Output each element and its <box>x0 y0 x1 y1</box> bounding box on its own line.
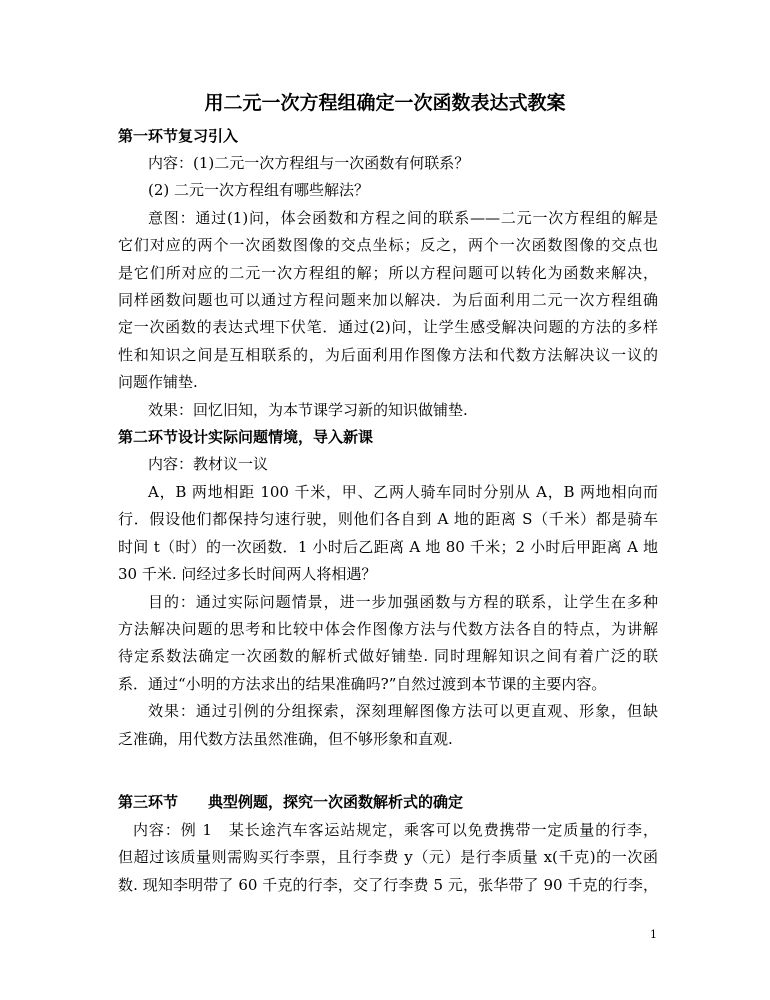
paragraph-line: 它们对应的两个一次函数图像的交点坐标；反之，两个一次函数图像的交点也 <box>118 236 658 254</box>
section-1-heading: 第一环节复习引入 <box>118 127 239 145</box>
paragraph-line: 意图：通过(1)问，体会函数和方程之间的联系——二元一次方程组的解是 <box>148 209 658 227</box>
paragraph-line: 行．假设他们都保持匀速行驶，则他们各自到 A 地的距离 S（千米）都是骑车 <box>118 510 658 528</box>
paragraph-line: (2) 二元一次方程组有哪些解法？ <box>148 181 370 199</box>
paragraph-line: 待定系数法确定一次函数的解析式做好铺垫. 同时理解知识之间有着广泛的联 <box>118 647 658 665</box>
paragraph-line: 是它们所对应的二元一次方程组的解；所以方程问题可以转化为函数来解决， <box>118 264 658 282</box>
section-3-heading-label: 第三环节 <box>118 793 179 811</box>
paragraph-line: 同样函数问题也可以通过方程问题来加以解决．为后面利用二元一次方程组确 <box>118 291 658 309</box>
paragraph-line: 目的：通过实际问题情景，进一步加强函数与方程的联系，让学生在多种 <box>148 593 658 611</box>
section-2-heading: 第二环节设计实际问题情境，导入新课 <box>118 428 374 446</box>
paragraph-line: 数. 现知李明带了 60 千克的行李，交了行李费 5 元，张华带了 90 千克的行李， <box>118 876 658 894</box>
paragraph-line: 内容：教材议一议 <box>148 455 269 473</box>
section-3-heading-title: 典型例题，探究一次函数解析式的确定 <box>208 793 464 811</box>
paragraph-line: 性和知识之间是互相联系的，为后面利用作图像方法和代数方法解决议一议的 <box>118 346 658 364</box>
page-number: 1 <box>650 928 657 941</box>
paragraph-line: A，B 两地相距 100 千米，甲、乙两人骑车同时分别从 A，B 两地相向而 <box>148 483 658 501</box>
paragraph-line: 效果：回忆旧知，为本节课学习新的知识做铺垫. <box>148 401 468 419</box>
document-title: 用二元一次方程组确定一次函数表达式教案 <box>204 92 566 114</box>
section-3-heading <box>118 789 658 815</box>
paragraph-line: 内容：(1)二元一次方程组与一次函数有何联系？ <box>148 154 470 172</box>
paragraph-line: 定一次函数的表达式埋下伏笔．通过(2)问，让学生感受解决问题的方法的多样 <box>118 318 658 336</box>
paragraph-line: 系．通过“小明的方法求出的结果准确吗?”自然过渡到本节课的主要内容。 <box>118 675 607 693</box>
paragraph-line: 但超过该质量则需购买行李票，且行李费 y（元）是行李质量 x(千克)的一次函 <box>118 848 658 866</box>
paragraph-line: 乏准确，用代数方法虽然准确，但不够形象和直观. <box>118 730 453 748</box>
paragraph-line: 时间 t（时）的一次函数．1 小时后乙距离 A 地 80 千米；2 小时后甲距离 A 地 <box>118 538 658 556</box>
paragraph-line: 方法解决问题的思考和比较中体会作图像方法与代数方法各自的特点，为讲解 <box>118 620 658 638</box>
paragraph-line: 30 千米. 问经过多长时间两人将相遇？ <box>118 565 377 583</box>
paragraph-line: 效果：通过引例的分组探索，深刻理解图像方法可以更直观、形象，但缺 <box>148 702 658 720</box>
paragraph-line: 问题作铺垫. <box>118 373 198 391</box>
paragraph-line: 内容：例 1 某长途汽车客运站规定，乘客可以免费携带一定质量的行李， <box>133 821 658 839</box>
